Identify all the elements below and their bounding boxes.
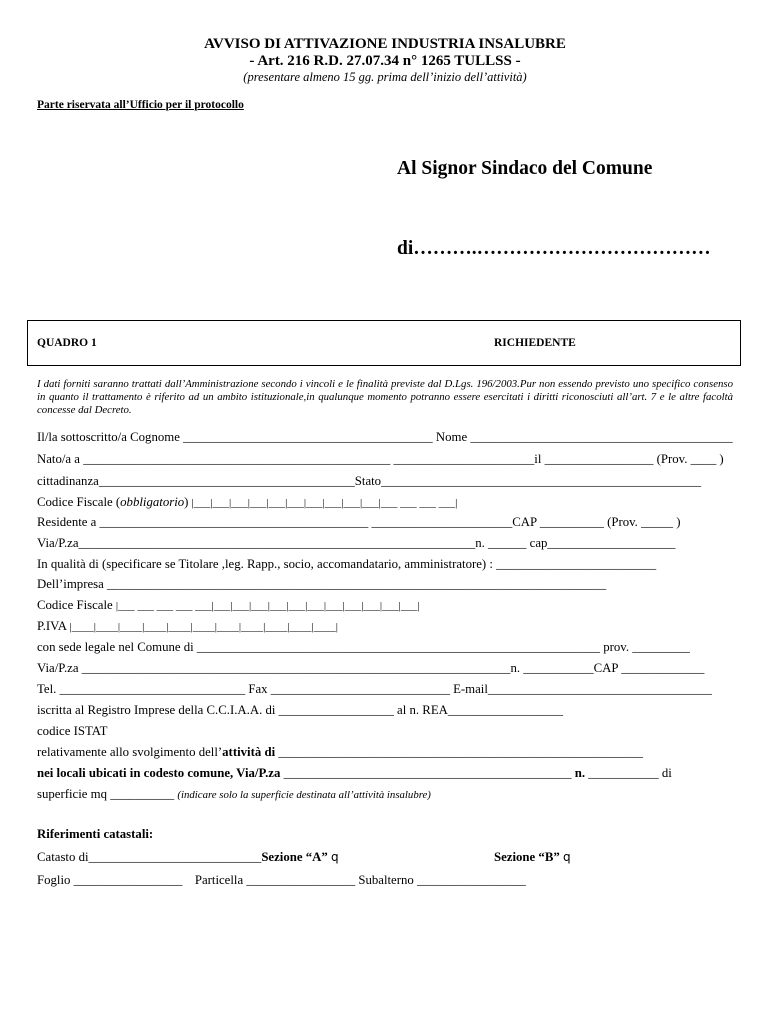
via-field[interactable]: ______________________________________________________________ <box>78 536 476 550</box>
privacy-note: I dati forniti saranno trattati dall’Amministrazione secondo i vincoli e le finalità previste dal D.Lgs. 196/2003.Pur non essendo previsto uno specifico consenso in quanto il trattamento è riferito ad un ambito istituzionale,in qualunque momento potranno essere esercitati i diritti riconosciuti all’art. 7 e le altre facoltà concesse dal Decreto. <box>37 378 733 416</box>
form-law-reference: - Art. 216 R.D. 27.07.34 n° 1265 TULLSS - <box>249 53 521 69</box>
piva-boxes[interactable]: |____|____|____|____|____|____|____|____|____|____|____| <box>69 621 338 633</box>
row-codice-fiscale <box>37 495 457 510</box>
sezione-a-label: Sezione “A” <box>261 850 328 864</box>
fax-label: Fax <box>248 682 268 696</box>
attivita-label: relativamente allo svolgimento dell’ <box>37 745 223 759</box>
recipient-line2[interactable]: di……….……………………………… <box>397 238 711 259</box>
impresa-field[interactable]: ______________________________________________________________________________ <box>107 577 607 591</box>
locali-field[interactable]: _____________________________________________ <box>283 766 572 780</box>
cittadinanza-label: cittadinanza <box>37 474 99 488</box>
prov-field[interactable]: ____ <box>690 452 717 466</box>
cf2-boxes[interactable]: |___ ___ ___ ___ ___|___|___|___|___|___|___|___|___|___|___|___| <box>115 600 420 612</box>
data-nascita-field[interactable]: _________________ <box>544 452 654 466</box>
cf-obbligatorio: obbligatorio <box>120 495 185 509</box>
row-registro <box>37 703 563 718</box>
cap2-label: CAP <box>593 661 619 675</box>
cf-label: Codice Fiscale ( <box>37 495 121 509</box>
nome-label: Nome <box>435 430 468 444</box>
cognome-label: Il/la sottoscritto/a Cognome <box>37 430 180 444</box>
impresa-label: Dell’impresa <box>37 577 104 591</box>
cap-lower-field[interactable]: ____________________ <box>547 536 676 550</box>
stato-field[interactable]: __________________________________________________ <box>381 474 701 488</box>
catasto-di-field[interactable]: ___________________________ <box>88 850 262 864</box>
superficie-field[interactable]: __________ <box>110 787 175 801</box>
qualita-field[interactable]: _________________________ <box>496 557 657 571</box>
prov-close: ) <box>719 452 724 466</box>
rea-field[interactable]: __________________ <box>447 703 564 717</box>
istat-label: codice ISTAT <box>37 724 108 738</box>
residente-label: Residente a <box>37 515 97 529</box>
catasto-heading: Riferimenti catastali: <box>37 827 154 841</box>
row-qualita <box>37 557 656 572</box>
row-piva <box>37 619 338 634</box>
nato-field[interactable]: ________________________________________________ ______________________ <box>83 452 535 466</box>
sezione-a-checkbox[interactable]: q <box>330 850 339 864</box>
n2-field[interactable]: ___________ <box>523 661 594 675</box>
qualita-label: In qualità di (specificare se Titolare ,leg. Rapp., socio, accomandatario, amministratore) : <box>37 557 493 571</box>
subalterno-field[interactable]: _________________ <box>417 873 526 887</box>
row-istat <box>37 724 107 739</box>
row-sede <box>37 640 690 655</box>
form-title: AVVISO DI ATTIVAZIONE INDUSTRIA INSALUBRE <box>204 36 566 52</box>
prov-field-2[interactable]: _____ <box>641 515 674 529</box>
quadro-box <box>27 320 741 366</box>
registro-field[interactable]: __________________ <box>278 703 394 717</box>
email-field[interactable]: ___________________________________ <box>487 682 712 696</box>
cap2-field[interactable]: _____________ <box>621 661 705 675</box>
nome-field[interactable]: _________________________________________ <box>470 430 733 444</box>
foglio-label: Foglio <box>37 873 71 887</box>
cap-field[interactable]: __________ <box>539 515 604 529</box>
cf-close: ) <box>184 495 189 509</box>
row-superficie <box>37 787 431 802</box>
row-via <box>37 536 675 551</box>
email-label: E-mail <box>453 682 488 696</box>
cognome-field[interactable]: _______________________________________ <box>183 430 433 444</box>
n-label: n. <box>475 536 485 550</box>
row-cittadinanza <box>37 474 701 489</box>
catasto-di-label: Catasto di <box>37 850 89 864</box>
di-label: di <box>661 766 672 780</box>
quadro-number: QUADRO 1 <box>37 337 97 349</box>
locali-n-field[interactable]: ___________ <box>588 766 659 780</box>
prov-close-2: ) <box>676 515 681 529</box>
prov-label: (Prov. <box>656 452 688 466</box>
locali-n-label: n. <box>574 766 586 780</box>
row-nato <box>37 452 724 467</box>
il-label: il <box>534 452 542 466</box>
prov-label-2: (Prov. <box>607 515 638 529</box>
cap-label: CAP <box>512 515 537 529</box>
prov-lower-field[interactable]: _________ <box>632 640 690 654</box>
row-sezione-b <box>494 850 571 865</box>
sezione-b-label: Sezione “B” <box>494 850 560 864</box>
row-residente <box>37 515 681 530</box>
particella-label: Particella <box>194 873 244 887</box>
via-label: Via/P.za <box>37 536 79 550</box>
cf2-label: Codice Fiscale <box>37 598 113 612</box>
attivita-bold-label: attività di <box>222 745 276 759</box>
sede-label: con sede legale nel Comune di <box>37 640 194 654</box>
row-via-sede <box>37 661 704 676</box>
piva-label: P.IVA <box>37 619 67 633</box>
foglio-field[interactable]: _________________ <box>73 873 183 887</box>
superficie-label: superficie mq <box>37 787 108 801</box>
row-foglio <box>37 873 526 888</box>
row-attivita <box>37 745 643 760</box>
civico-field[interactable]: ______ <box>488 536 527 550</box>
residente-field[interactable]: __________________________________________ ______________________ <box>99 515 513 529</box>
quadro-title: RICHIEDENTE <box>494 337 576 349</box>
fax-field[interactable]: ____________________________ <box>270 682 450 696</box>
tel-label: Tel. <box>37 682 57 696</box>
row-locali <box>37 766 672 781</box>
row-contatti <box>37 682 712 697</box>
n2-label: n. <box>510 661 521 675</box>
row-catasto <box>37 850 339 865</box>
rea-label: al n. REA <box>397 703 448 717</box>
particella-field[interactable]: _________________ <box>246 873 356 887</box>
row-codice-fiscale-impresa <box>37 598 420 613</box>
locali-label: nei locali ubicati in codesto comune, Via/P.za <box>37 766 281 780</box>
sede-field[interactable]: _______________________________________________________________ <box>196 640 601 654</box>
protocol-label: Parte riservata all’Ufficio per il protocollo <box>37 99 244 111</box>
attivita-field[interactable]: _________________________________________________________ <box>278 745 644 759</box>
form-subtitle: (presentare almeno 15 gg. prima dell’inizio dell’attività) <box>243 70 527 84</box>
cittadinanza-field[interactable]: ________________________________________ <box>98 474 355 488</box>
stato-label: Stato <box>354 474 382 488</box>
via2-label: Via/P.za <box>37 661 79 675</box>
nato-label: Nato/a a <box>37 452 80 466</box>
recipient-line1: Al Signor Sindaco del Comune <box>397 158 653 179</box>
subalterno-label: Subalterno <box>358 873 414 887</box>
tel-field[interactable]: _____________________________ <box>59 682 246 696</box>
row-cognome <box>37 430 733 445</box>
cf-boxes[interactable]: |___|___|___|___|___|___|___|___|___|___|___ ___ ___ ___| <box>191 497 458 509</box>
via2-field[interactable]: ___________________________________________________________________ <box>81 661 511 675</box>
registro-label: iscritta al Registro Imprese della C.C.I.A.A. di <box>37 703 276 717</box>
superficie-note: (indicare solo la superficie destinata all’attività insalubre) <box>177 789 431 801</box>
sezione-b-checkbox[interactable]: q <box>562 850 571 864</box>
prov-lower-label: prov. <box>603 640 630 654</box>
row-impresa <box>37 577 606 592</box>
cap-lower-label: cap <box>529 536 548 550</box>
